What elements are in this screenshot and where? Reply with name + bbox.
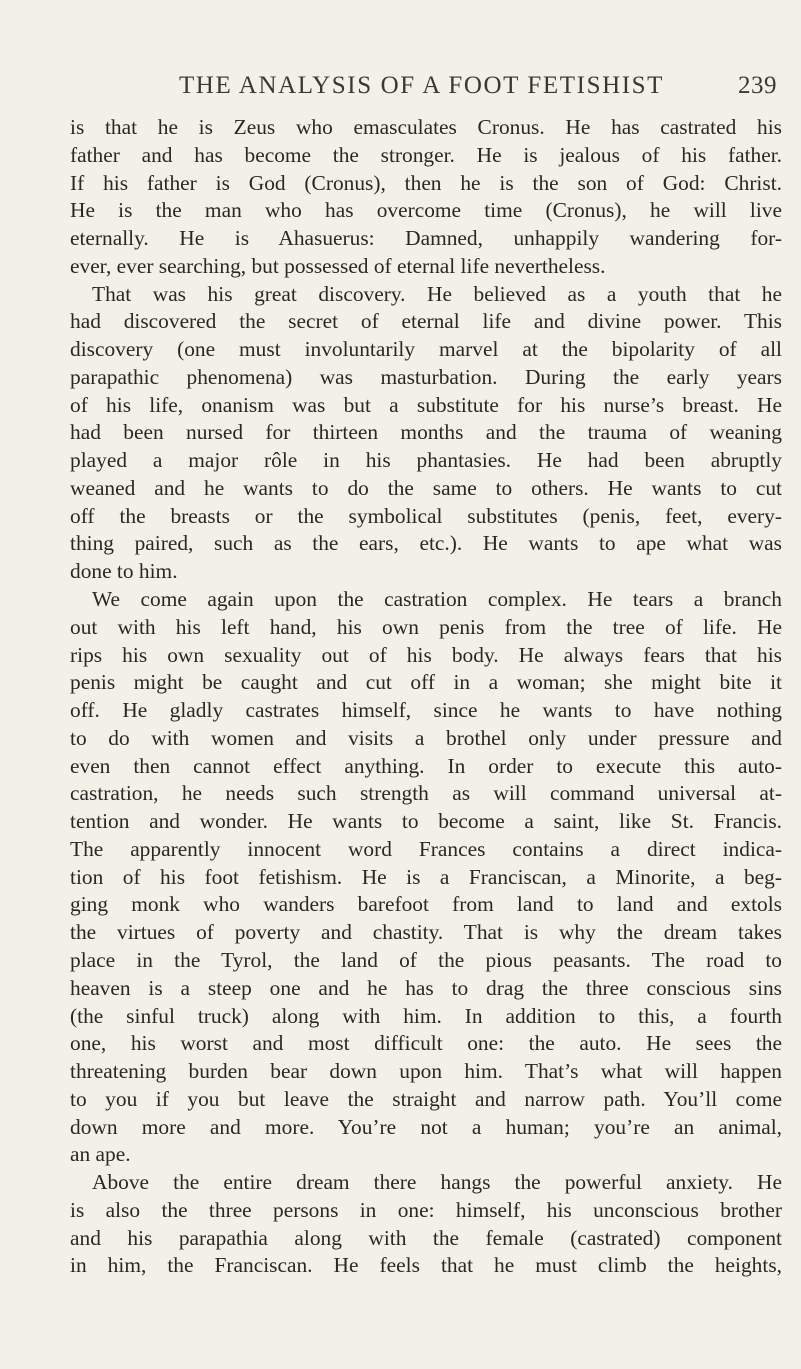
text-line: heaven is a steep one and he has to drag the three conscious sins [70,975,782,1000]
text-line: had been nursed for thirteen months and the trauma of weaning [70,420,782,445]
text-line: is that he is Zeus who emasculates Cronus. He has castrated his [70,115,782,139]
text-line: out with his left hand, his own penis from the tree of life. He [70,614,782,639]
text-line: parapathic phenomena) was masturbation. During the early years [70,364,782,389]
text-line: ever, ever searching, but possessed of eternal life nevertheless. [70,253,606,278]
text-line: ging monk who wanders barefoot from land to land and extols [70,892,782,917]
text-line: father and has become the stronger. He is jealous of his father. [70,142,782,167]
text-line: penis might be caught and cut off in a woman; she might bite it [70,670,782,695]
text-line: down more and more. You’re not a human; you’re an animal, [70,1114,782,1139]
paragraph-first-line: We come again upon the castration complex. He tears a branch [92,587,782,612]
running-header [115,72,777,106]
text-line: rips his own sexuality out of his body. He always fears that his [70,642,782,667]
text-line: tion of his foot fetishism. He is a Franciscan, a Minorite, a beg- [70,864,782,889]
text-line: of his life, onanism was but a substitute for his nurse’s breast. He [70,392,782,417]
paragraph-first-line: Above the entire dream there hangs the powerful anxiety. He [92,1170,782,1195]
body-text [70,114,782,1280]
text-line: off the breasts or the symbolical substitutes (penis, feet, every- [70,503,782,528]
chapter-title: THE ANALYSIS OF A FOOT FETISHIST [178,72,665,99]
text-line: an ape. [70,1142,131,1167]
text-line: off. He gladly castrates himself, since he wants to have nothing [70,698,782,723]
text-line: discovery (one must involuntarily marvel at the bipolarity of all [70,337,782,362]
text-line: tention and wonder. He wants to become a saint, like St. Francis. [70,809,782,834]
text-line: The apparently innocent word Frances contains a direct indica- [70,836,782,861]
text-line: He is the man who has overcome time (Cronus), he will live [70,198,782,223]
text-line: thing paired, such as the ears, etc.). He wants to ape what was [70,531,782,556]
text-line: done to him. [70,559,178,584]
paragraph-first-line: That was his great discovery. He believed as a youth that he [92,281,782,306]
text-line: threatening burden bear down upon him. That’s what will happen [70,1059,782,1084]
text-line: in him, the Franciscan. He feels that he must climb the heights, [70,1253,782,1278]
text-line: one, his worst and most difficult one: the auto. He sees the [70,1031,782,1056]
text-line: even then cannot effect anything. In order to execute this auto- [70,753,782,778]
text-line: (the sinful truck) along with him. In addition to this, a fourth [70,1003,782,1028]
text-line: to do with women and visits a brothel only under pressure and [70,725,782,750]
text-line: and his parapathia along with the female (castrated) component [70,1225,782,1250]
text-line: place in the Tyrol, the land of the pious peasants. The road to [70,947,782,972]
text-line: If his father is God (Cronus), then he is the son of God: Christ. [70,170,782,195]
text-line: eternally. He is Ahasuerus: Damned, unhappily wandering for- [70,226,782,251]
text-line: is also the three persons in one: himself, his unconscious brother [70,1197,782,1222]
text-line: had discovered the secret of eternal life and divine power. This [70,309,782,334]
text-line: played a major rôle in his phantasies. He had been abruptly [70,448,782,473]
text-line: to you if you but leave the straight and narrow path. You’ll come [70,1086,782,1111]
text-line: weaned and he wants to do the same to others. He wants to cut [70,475,782,500]
text-line: the virtues of poverty and chastity. That is why the dream takes [70,920,782,945]
page-number: 239 [738,72,777,99]
text-line: castration, he needs such strength as will command universal at- [70,781,782,806]
